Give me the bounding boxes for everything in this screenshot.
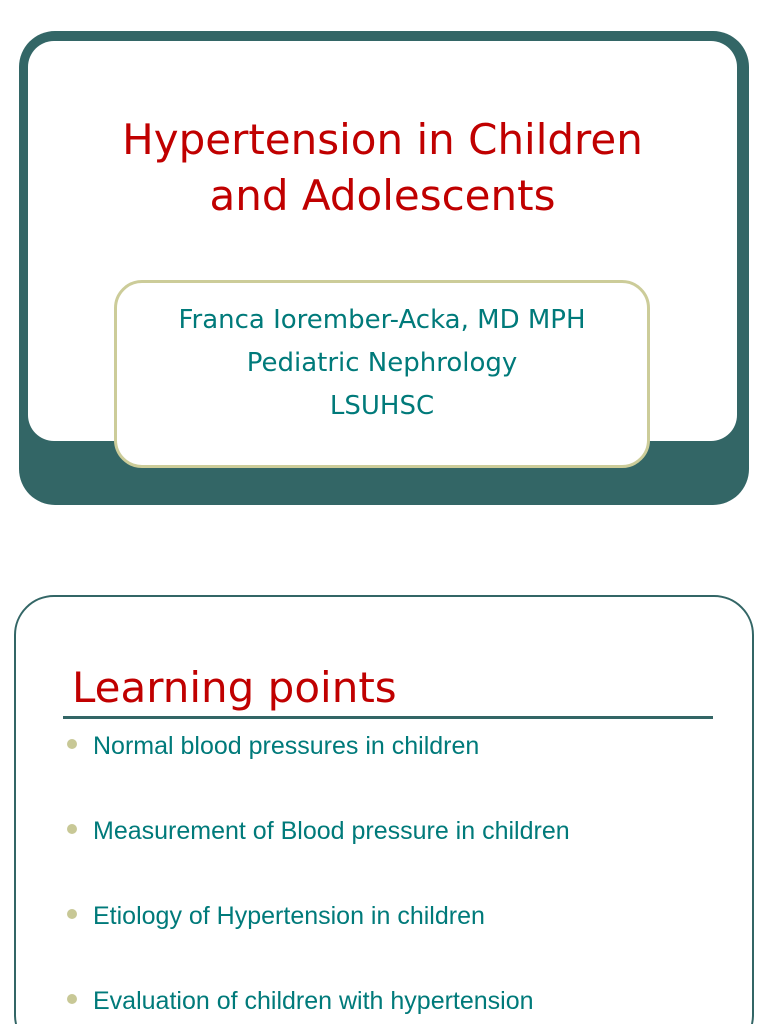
bullet-dot-icon (67, 824, 77, 834)
bullet-dot-icon (67, 739, 77, 749)
list-item (66, 809, 570, 894)
heading-divider (63, 716, 713, 719)
slide-title-line-1: Hypertension in Children (122, 115, 643, 164)
list-item-text: Normal blood pressures in children (93, 732, 480, 760)
bullet-dot-icon (67, 909, 77, 919)
learning-points-list (66, 724, 570, 1024)
learning-points-heading: Learning points (72, 663, 397, 712)
list-item (66, 979, 570, 1024)
list-item-text: Measurement of Blood pressure in children (93, 817, 570, 845)
author-name: Franca Iorember-Acka, MD MPH (178, 305, 586, 335)
list-item (66, 724, 570, 809)
list-item-text: Etiology of Hypertension in children (93, 902, 485, 930)
slide-title (28, 112, 737, 224)
list-item-text: Evaluation of children with hypertension (93, 987, 534, 1015)
bullet-dot-icon (67, 994, 77, 1004)
department-name: Pediatric Nephrology (246, 348, 518, 378)
institution-name: LSUHSC (329, 391, 435, 421)
subtitle-box (114, 280, 650, 468)
list-item (66, 894, 570, 979)
slide-title-line-2: and Adolescents (209, 171, 556, 220)
